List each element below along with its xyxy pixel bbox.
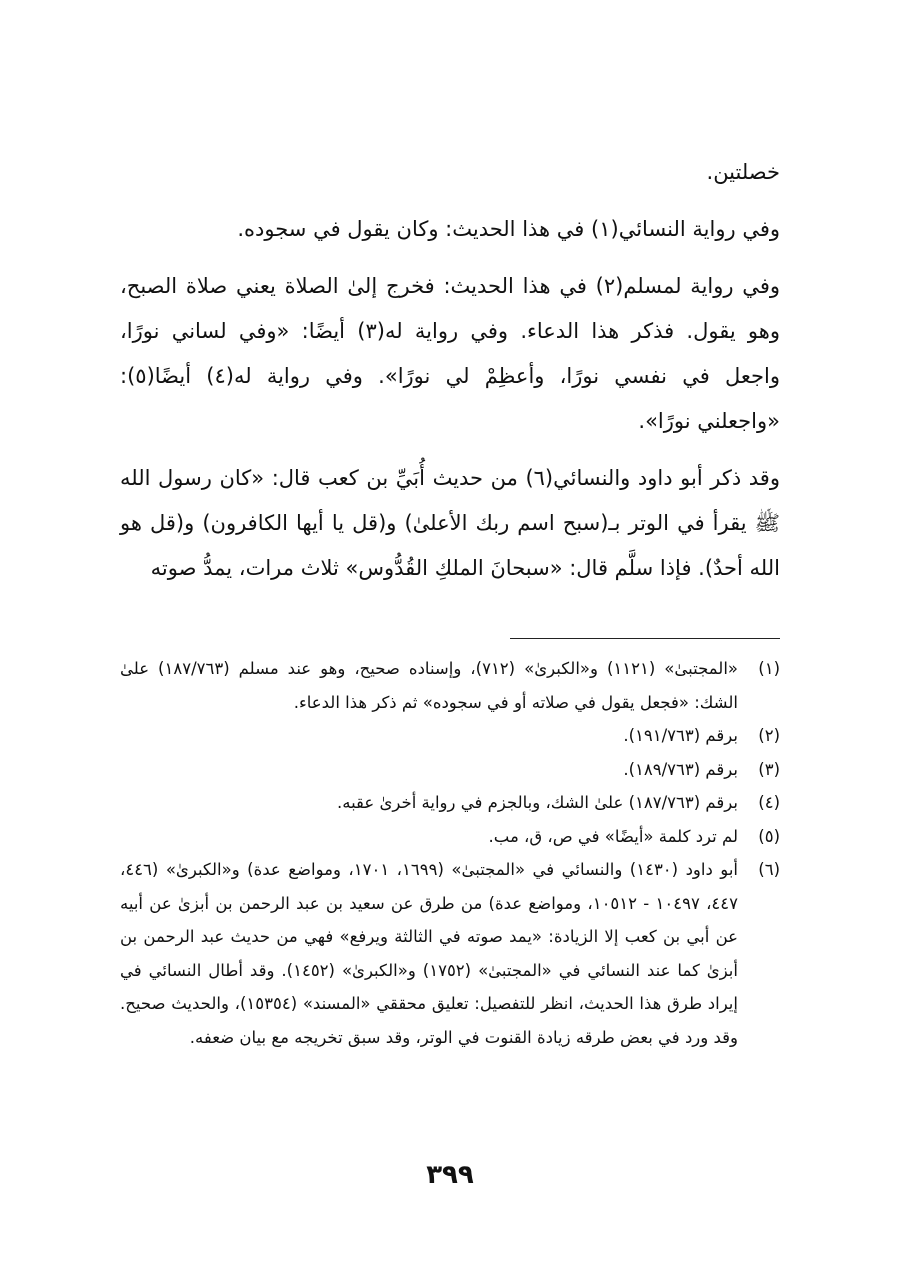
footnote	[120, 786, 780, 820]
footnote-text: برقم (١٨٩/٧٦٣).	[623, 759, 738, 779]
footnote-text: أبو داود (١٤٣٠) والنسائي في «المجتبىٰ» (١٦٩٩، ١٧٠١، ومواضع عدة) و«الكبرىٰ» (٤٤٦، ٤٤٧، ١٠٤٩٧ - ١٠٥١٢، ومواضع عدة) من طرق عن سعيد بن عبد الرحمن بن أبزىٰ عن أبيه عن أبي بن كعب إلا الزيادة: «يمد صوته في الثالثة ويرفع» فهي من حديث عبد الرحمن بن أبزىٰ كما عند النسائي في «المجتبىٰ» (١٧٥٢) و«الكبرىٰ» (١٤٥٢). وقد أطال النسائي في إيراد طرق هذا الحديث، انظر للتفصيل: تعليق محققي «المسند» (١٥٣٥٤)، والحديث صحيح. وقد ورد في بعض طرقه زيادة القنوت في الوتر، وقد سبق تخريجه مع بيان ضعفه.	[120, 860, 738, 1047]
paragraph-2: وفي رواية النسائي(١) في هذا الحديث: وكان يقول في سجوده.	[237, 217, 780, 241]
paragraph-3: وفي رواية لمسلم(٢) في هذا الحديث: فخرج إلىٰ الصلاة يعني صلاة الصبح، وهو يقول. فذكر هذا الدعاء. وفي رواية له(٣) أيضًا: «وفي لساني نورًا، واجعل في نفسي نورًا، وأعظِمْ لي نورًا». وفي رواية له(٤) أيضًا(٥): «واجعلني نورًا».	[120, 274, 780, 433]
footnote	[120, 853, 780, 1054]
main-text	[120, 150, 780, 603]
footnote-number: (٥)	[758, 826, 780, 846]
footnote-text: برقم (١٨٧/٧٦٣) علىٰ الشك، وبالجزم في رواية أخرىٰ عقبه.	[336, 793, 738, 812]
footnote	[120, 820, 780, 854]
footnote-number: (٢)	[758, 726, 780, 745]
paragraph-4: وقد ذكر أبو داود والنسائي(٦) من حديث أُبَيِّ بن كعب قال: «كان رسول الله ﷺ يقرأ في الوتر بـ(سبح اسم ربك الأعلىٰ) و(قل يا أيها الكافرون) و(قل هو الله أحدٌ). فإذا سلَّم قال: «سبحانَ الملكِ القُدُّوس» ثلاث مرات، يمدُّ صوته	[120, 466, 780, 580]
footnotes	[120, 652, 780, 1054]
paragraph-1: خصلتين.	[706, 160, 780, 184]
footnote	[120, 719, 780, 753]
footnote	[120, 753, 780, 787]
footnote-text: «المجتبىٰ» (١١٢١) و«الكبرىٰ» (٧١٢)، وإسناده صحيح، وهو عند مسلم (١٨٧/٧٦٣) علىٰ الشك: «فجعل يقول في صلاته أو في سجوده» ثم ذكر هذا الدعاء.	[120, 659, 739, 712]
footnote	[120, 652, 780, 719]
footnote-separator	[510, 638, 780, 639]
footnote-text: لم ترد كلمة «أيضًا» في ص، ق، مب.	[488, 826, 738, 846]
page-number: ٣٩٩	[426, 1160, 474, 1190]
footnote-number: (٤)	[758, 793, 780, 812]
footnote-number: (١)	[758, 659, 780, 678]
footnote-number: (٦)	[758, 860, 780, 879]
footnote-number: (٣)	[758, 759, 780, 779]
footnote-text: برقم (١٩١/٧٦٣).	[623, 726, 738, 745]
